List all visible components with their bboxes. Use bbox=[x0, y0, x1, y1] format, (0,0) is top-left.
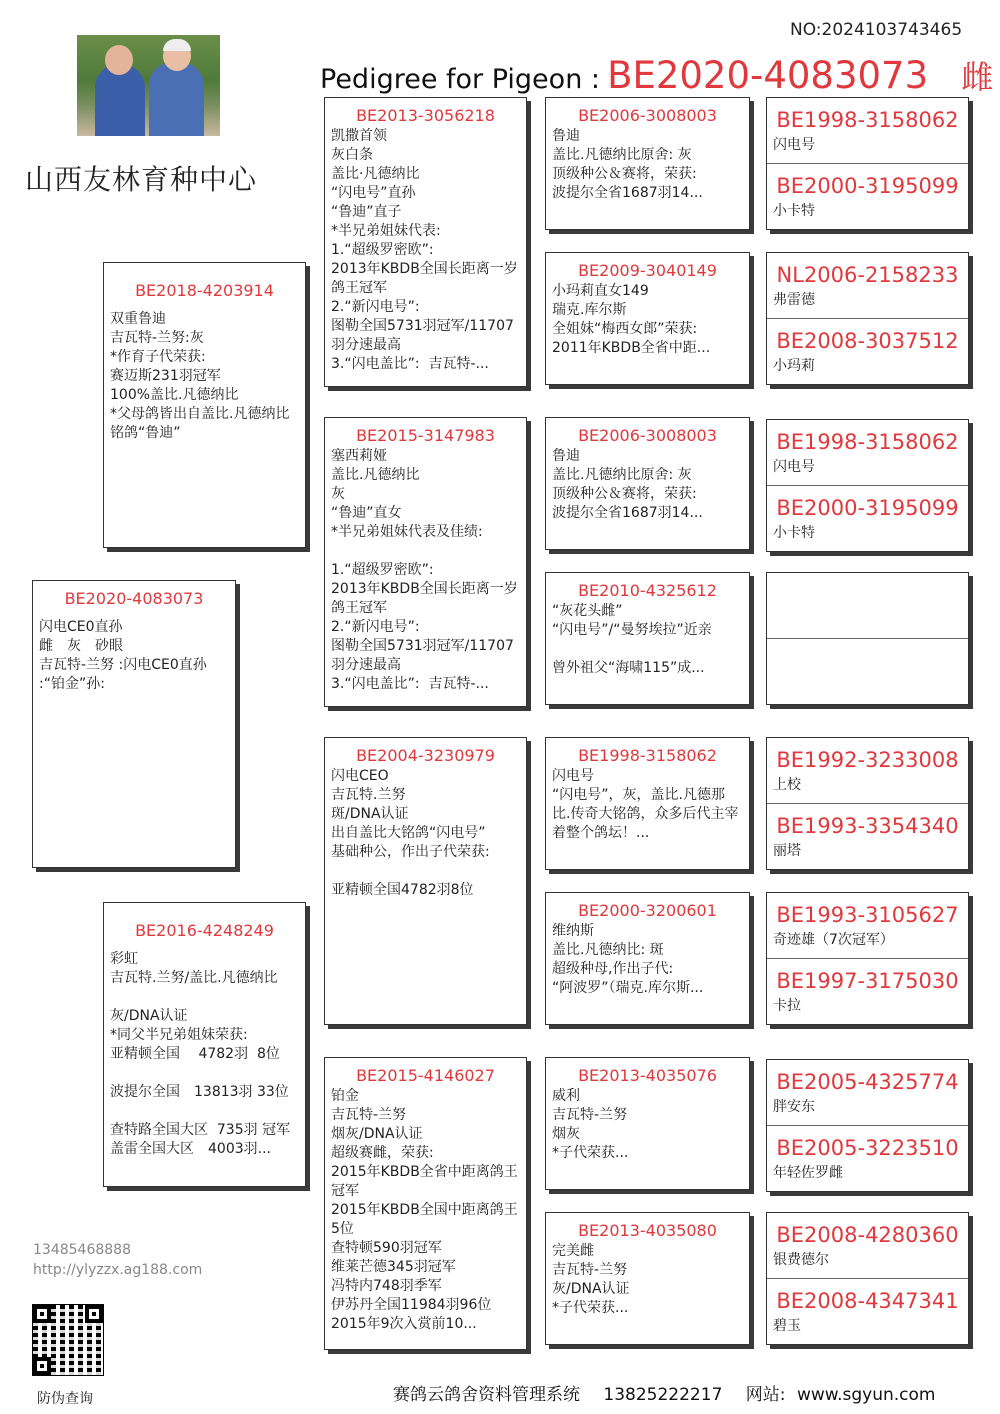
grandparent-card bbox=[324, 417, 527, 707]
gen4-sire-cell bbox=[767, 420, 968, 486]
gen4-dam-name: 小玛莉 bbox=[773, 357, 815, 374]
grandparent-text: 闪电CEO 吉瓦特.兰努 斑/DNA认证 出自盖比大铭鸽“闪电号” 基础种公，作出子代荣获: 亚精顿全国4782羽8位 bbox=[331, 768, 490, 898]
grandparent-text: 凯撒首领 灰白条 盖比·凡德纳比 “闪电号”直孙 “鲁迪”直子 *半兄弟姐妹代表: 1.“超级罗密欧”: 2013年KBDB全国长距离一岁鸽王冠军 2.“新闪电号”: 图勒全国5731羽冠军/11707羽分速最高 3.“闪电盖比”: 吉瓦特-... bbox=[331, 128, 518, 372]
gen4-sire-id: BE2005-4325774 bbox=[776, 1070, 959, 1094]
great-grandparent-text: 完美雌 吉瓦特-兰努 灰/DNA认证 *子代荣获... bbox=[552, 1243, 630, 1316]
footer-site-label: 网站: bbox=[745, 1385, 786, 1405]
gen4-dam-id: BE2005-3223510 bbox=[776, 1135, 959, 1160]
great-grandparent-card bbox=[545, 572, 750, 705]
grandparent-text: 铂金 吉瓦特-兰努 烟灰/DNA认证 超级赛雌，荣获: 2015年KBDB全省中距离鸽王冠军 2015年KBDB全国中距离鸽王5位 查特顿590羽冠军 维莱芒德345羽冠军 冯特内748羽季军 伊苏丹全国11984羽96位 2015年9次入赏前10... bbox=[331, 1088, 518, 1332]
great-grandparent-id: BE2013-4035076 bbox=[578, 1066, 717, 1085]
gen4-dam-id: BE2000-3195099 bbox=[776, 173, 959, 198]
great-grandparent-id: BE2010-4325612 bbox=[578, 581, 717, 600]
great-grandparent-card bbox=[545, 737, 750, 870]
gen4-sire-id: BE1998-3158062 bbox=[776, 108, 959, 132]
gen4-sire-id: BE1998-3158062 bbox=[776, 430, 959, 454]
loft-name: 山西友林育种中心 bbox=[25, 163, 258, 196]
great-grandparent-card bbox=[545, 417, 750, 550]
great-grandparent-id: BE2006-3008003 bbox=[578, 426, 717, 445]
qr-label: 防伪查询 bbox=[37, 1391, 93, 1407]
great-grandparent-id: BE2006-3008003 bbox=[578, 106, 717, 125]
great-grandparent-card bbox=[545, 97, 750, 230]
title-prefix: Pedigree for Pigeon : bbox=[320, 64, 600, 95]
grandparent-card bbox=[324, 1057, 527, 1350]
footer bbox=[393, 1380, 935, 1405]
gen4-pair-card bbox=[766, 1059, 969, 1192]
grandparent-card bbox=[324, 737, 527, 1025]
gen4-sire-name: 奇迹雄（7次冠军） bbox=[773, 932, 894, 948]
great-grandparent-card bbox=[545, 1057, 750, 1190]
gen4-sire-cell bbox=[767, 1060, 968, 1126]
gen4-dam-name: 丽塔 bbox=[773, 842, 801, 859]
gen4-dam-cell bbox=[767, 1279, 968, 1345]
great-grandparent-card bbox=[545, 1212, 750, 1345]
grandparent-id: BE2015-3147983 bbox=[356, 426, 495, 445]
great-grandparent-text: 小玛莉直女149 瑞克.库尔斯 全姐妹“梅西女郎”荣获: 2011年KBDB全省中距... bbox=[552, 283, 711, 356]
grandparent-id: BE2015-4146027 bbox=[356, 1066, 495, 1085]
gen4-pair-card bbox=[766, 572, 969, 705]
breeder-photo bbox=[77, 35, 220, 136]
document-number: NO:2024103743465 bbox=[790, 20, 963, 40]
great-grandparent-text: 威利 吉瓦特-兰努 烟灰 *子代荣获... bbox=[552, 1088, 629, 1161]
gen4-dam-name: 小卡特 bbox=[773, 202, 815, 219]
contact-phone: 13485468888 bbox=[33, 1242, 131, 1258]
great-grandparent-id: BE2013-4035080 bbox=[578, 1221, 717, 1240]
gen4-sire-cell bbox=[767, 573, 968, 639]
subject-text: 闪电CE0直孙 雌 灰 砂眼 吉瓦特-兰努 :闪电CE0直孙 :“铂金”孙: bbox=[39, 619, 207, 692]
gen4-sire-cell bbox=[767, 98, 968, 164]
gen4-sire-id: BE1992-3233008 bbox=[776, 748, 959, 772]
gen4-dam-id: BE1993-3354340 bbox=[776, 813, 959, 838]
gen4-dam-name: 年轻佐罗雌 bbox=[773, 1164, 843, 1181]
great-grandparent-card bbox=[545, 252, 750, 385]
gen4-sire-cell bbox=[767, 893, 968, 959]
gen4-sire-id: BE1993-3105627 bbox=[776, 903, 959, 927]
great-grandparent-id: BE2000-3200601 bbox=[578, 901, 717, 920]
great-grandparent-id: BE2009-3040149 bbox=[578, 261, 717, 280]
gen4-dam-id: BE2008-3037512 bbox=[776, 328, 959, 353]
gen4-dam-cell bbox=[767, 164, 968, 230]
grandparent-text: 塞西莉娅 盖比.凡德纳比 灰 “鲁迪”直女 *半兄弟姐妹代表及佳绩: 1.“超级罗密欧”: 2013年KBDB全国长距离一岁鸽王冠军 2.“新闪电号”: 图勒全国5731羽冠军/11707羽分速最高 3.“闪电盖比”: 吉瓦特-... bbox=[331, 448, 518, 692]
gen4-sire-name: 闪电号 bbox=[773, 459, 815, 475]
contact-url[interactable]: http://ylyzzx.ag188.com bbox=[33, 1262, 203, 1278]
footer-site-link[interactable]: www.sgyun.com bbox=[796, 1385, 936, 1405]
great-grandparent-card bbox=[545, 892, 750, 1025]
great-grandparent-text: 鲁迪 盖比.凡德纳比原舍: 灰 顶级种公＆赛将，荣获: 波提尔全省1687羽14... bbox=[552, 448, 703, 521]
gen4-pair-card bbox=[766, 1212, 969, 1345]
great-grandparent-text: “灰花头雌” “闪电号”/“曼努埃拉”近亲 曾外祖父“海啸115”成... bbox=[552, 603, 712, 676]
gen4-pair-card bbox=[766, 892, 969, 1025]
gen4-sire-name: 胖安东 bbox=[773, 1099, 815, 1115]
dam-text: 彩虹 吉瓦特.兰努/盖比.凡德纳比 灰/DNA认证 *同父半兄弟姐妹荣获: 亚精顿全国 4782羽 8位 波提尔全国 13813羽 33位 查特路全国大区 735羽 冠军 盖雷全国大区 4003羽... bbox=[110, 951, 291, 1157]
gen4-dam-id: BE2008-4347341 bbox=[776, 1288, 959, 1313]
gen4-sire-cell bbox=[767, 1213, 968, 1279]
title-sex: 雌 bbox=[961, 58, 994, 96]
great-grandparent-id: BE1998-3158062 bbox=[578, 746, 717, 765]
gen4-dam-name: 小卡特 bbox=[773, 524, 815, 541]
title-ring-number: BE2020-4083073 bbox=[607, 54, 929, 97]
great-grandparent-text: 维纳斯 盖比.凡德纳比: 斑 超级种母,作出子代: “阿波罗”（瑞克.库尔斯... bbox=[552, 923, 704, 996]
qr-code-icon[interactable] bbox=[33, 1305, 103, 1375]
great-grandparent-text: 闪电号 “闪电号”，灰，盖比.凡德那比.传奇大铭鸽，众多后代主宰着整个鸽坛！... bbox=[552, 768, 739, 841]
gen4-sire-id: NL2006-2158233 bbox=[776, 263, 959, 287]
sire-id: BE2018-4203914 bbox=[135, 281, 274, 300]
subject-card bbox=[32, 580, 236, 868]
gen4-sire-name: 银费德尔 bbox=[773, 1252, 829, 1268]
footer-system: 赛鸽云鸽舍资料管理系统 bbox=[393, 1385, 580, 1405]
gen4-dam-name: 卡拉 bbox=[773, 997, 801, 1014]
footer-phone: 13825222217 bbox=[603, 1385, 723, 1405]
gen4-pair-card bbox=[766, 252, 969, 385]
pedigree-title bbox=[320, 52, 993, 98]
gen4-sire-name: 闪电号 bbox=[773, 137, 815, 153]
dam-id: BE2016-4248249 bbox=[135, 921, 274, 940]
gen4-sire-name: 弗雷德 bbox=[773, 292, 815, 308]
gen4-sire-cell bbox=[767, 253, 968, 319]
gen4-dam-cell bbox=[767, 959, 968, 1025]
gen4-dam-cell bbox=[767, 804, 968, 870]
gen4-dam-cell bbox=[767, 639, 968, 705]
gen4-pair-card bbox=[766, 737, 969, 870]
gen4-pair-card bbox=[766, 97, 969, 230]
gen4-sire-cell bbox=[767, 738, 968, 804]
gen4-pair-card bbox=[766, 419, 969, 552]
gen4-sire-id: BE2008-4280360 bbox=[776, 1223, 959, 1247]
sire-text: 双重鲁迪 吉瓦特-兰努:灰 *作育子代荣获: 赛迈斯231羽冠军 100%盖比.凡德纳比 *父母鸽皆出自盖比.凡德纳比铭鸽“鲁迪” bbox=[110, 311, 290, 441]
grandparent-id: BE2004-3230979 bbox=[356, 746, 495, 765]
gen4-dam-id: BE2000-3195099 bbox=[776, 495, 959, 520]
gen4-dam-name: 碧玉 bbox=[773, 1317, 801, 1334]
gen4-dam-cell bbox=[767, 319, 968, 385]
dam-card bbox=[103, 902, 306, 1187]
gen4-sire-name: 上校 bbox=[773, 777, 801, 793]
gen4-dam-cell bbox=[767, 486, 968, 552]
gen4-dam-id: BE1997-3175030 bbox=[776, 968, 959, 993]
gen4-dam-cell bbox=[767, 1126, 968, 1192]
subject-id: BE2020-4083073 bbox=[64, 589, 204, 608]
great-grandparent-text: 鲁迪 盖比.凡德纳比原舍: 灰 顶级种公＆赛将，荣获: 波提尔全省1687羽14... bbox=[552, 128, 703, 201]
grandparent-card bbox=[324, 97, 527, 387]
sire-card bbox=[103, 262, 306, 548]
grandparent-id: BE2013-3056218 bbox=[356, 106, 495, 125]
